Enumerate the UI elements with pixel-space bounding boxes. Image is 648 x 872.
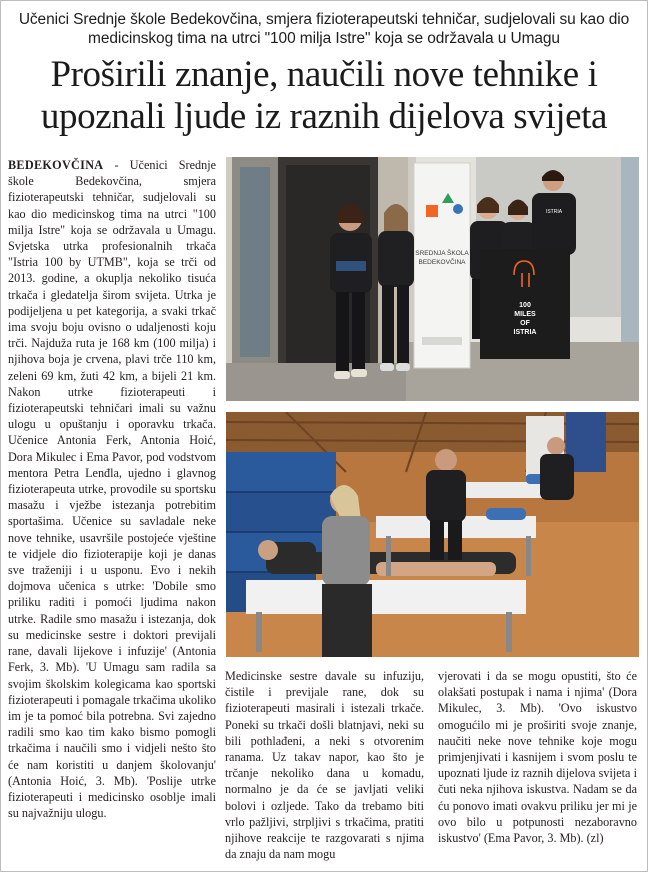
sign-line-2: MILES <box>514 311 536 318</box>
massage-hall-photo <box>226 412 639 657</box>
article-kicker: Učenici Srednje škole Bedekovčina, smjera fizioterapeutski tehničar, sudjelovali su kao dio medicinskog tima na utrci "100 milja Istre" koja se održavala u Umagu <box>18 11 630 47</box>
sign-line-1: 100 <box>519 302 531 309</box>
shirt-print: ISTRIA <box>545 209 563 215</box>
race-sign <box>480 249 570 359</box>
article-column-2: Medicinske sestre davale su infuziju, čistile i previjale rane, dok su fizioterapeuti masirali i istezali trkače. Poneki su trkači došli blatnjavi, neki su bili pothlađeni, a neki s otvorenim ranama. Uz takav napor, kao što je trčanje nekoliko dana u komadu, normalno je da će se javljati veliki bolovi i ozljede. Tako da trebamo biti vrlo pažljivi, strpljivi s trkačima, pratiti njihove reakcije te razgovarati s njima da znaju da nam mogu <box>225 669 424 862</box>
banner-school-line-2: BEDEKOVČINA <box>418 259 466 266</box>
article-dateline: BEDEKOVČINA <box>8 158 104 172</box>
article-column-3: vjerovati i da se mogu opustiti, što će olakšati postupak i nama i njima' (Dora Mikulec, 3. Mb). 'Ovo iskustvo omogućilo mi je proširiti svoje znanje, naučiti neke nove tehnike koje mogu primjenjivati i kasnijem i svom poslu te upoznati ljude iz raznih dijelova svijeta i čuti neka njihova iskustva. Nadam se da ću ponovo imati ovakvu priliku jer mi je ovo bilo u potpunosti nezaboravno iskustvo' (Ema Pavor, 3. Mb). (zl) <box>438 669 637 846</box>
team-photo <box>226 157 639 401</box>
sign-line-3: OF <box>520 320 530 327</box>
article-headline: Proširili znanje, naučili nove tehnike i upoznali ljude iz raznih dijelova svijeta <box>40 54 608 137</box>
article-body-1: - Učenici Srednje škole Bedekovčina, smjera fizioterapeutski tehničar, sudjelovali su kao dio medicinskog tima na utrci "100 milja Istre" koja se održavala u Umagu. Svjetska utrka profesionalnih trkača "Istria 100 by UTMB", koja se trči od 2013. godine, a okuplja nekoliko tisuća trkača i gledatelja širom svijeta. Utrka je podijeljena u pet kategorija, a svaki trkač ima svoju boju ovisno o udaljenosti koju trči. Najduža ruta je 168 km (100 milja) i njihova boja je crvena, plavi trče 110 km, zeleni 69 km, žuti 42 km, a bijeli 21 km. Nakon utrke fizioterapeuti i fizioterapeutski tehničari imali su važnu ulogu u opuštanju i oporavku trkača. Učenice Antonia Ferk, Antonia Hoić, Dora Mikulec i Ema Pavor, pod vodstvom mentora Petra Lenđla, ujedno i glavnog fizioterapeuta utrke, provodile su sportsku masažu i vježbe istezanja potrebitim sportašima. Učenice su savladale neke nove tehnike, usavršile postojeće vještine te vidjele dio fizioterapije koji je danas sve traženiji i u usponu. Evo i nekih dojmova učenica s utrke: 'Dobile smo priliku raditi i pomoći ljudima nakon utrke. Radile smo masažu i istezanja, dok su medicinske sestre i doktori previjali rane, davali lijekove i infuzije' (Antonia Ferk, 3. Mb). 'U Umagu sam radila sa svojim školskim kolegicama kao sportski fizioterapeuti i pomagale trkačima ukoliko im je ta pomoć bila potrebna. Svi zajedno radili smo kao tim kako bismo pomogli trkačima i naučili smo i vidjeli nešto što će nam koristiti u danjem školovanju' (Antonia Hoić, 3. Mb). 'Poslije utrke fizioterapeuti i medicinsko osoblje imali su najvažniju ulogu. <box>8 158 216 821</box>
banner-school-line-1: SREDNJA ŠKOLA <box>415 250 469 257</box>
article-column-1 <box>8 157 216 862</box>
sign-line-4: ISTRIA <box>513 329 537 336</box>
